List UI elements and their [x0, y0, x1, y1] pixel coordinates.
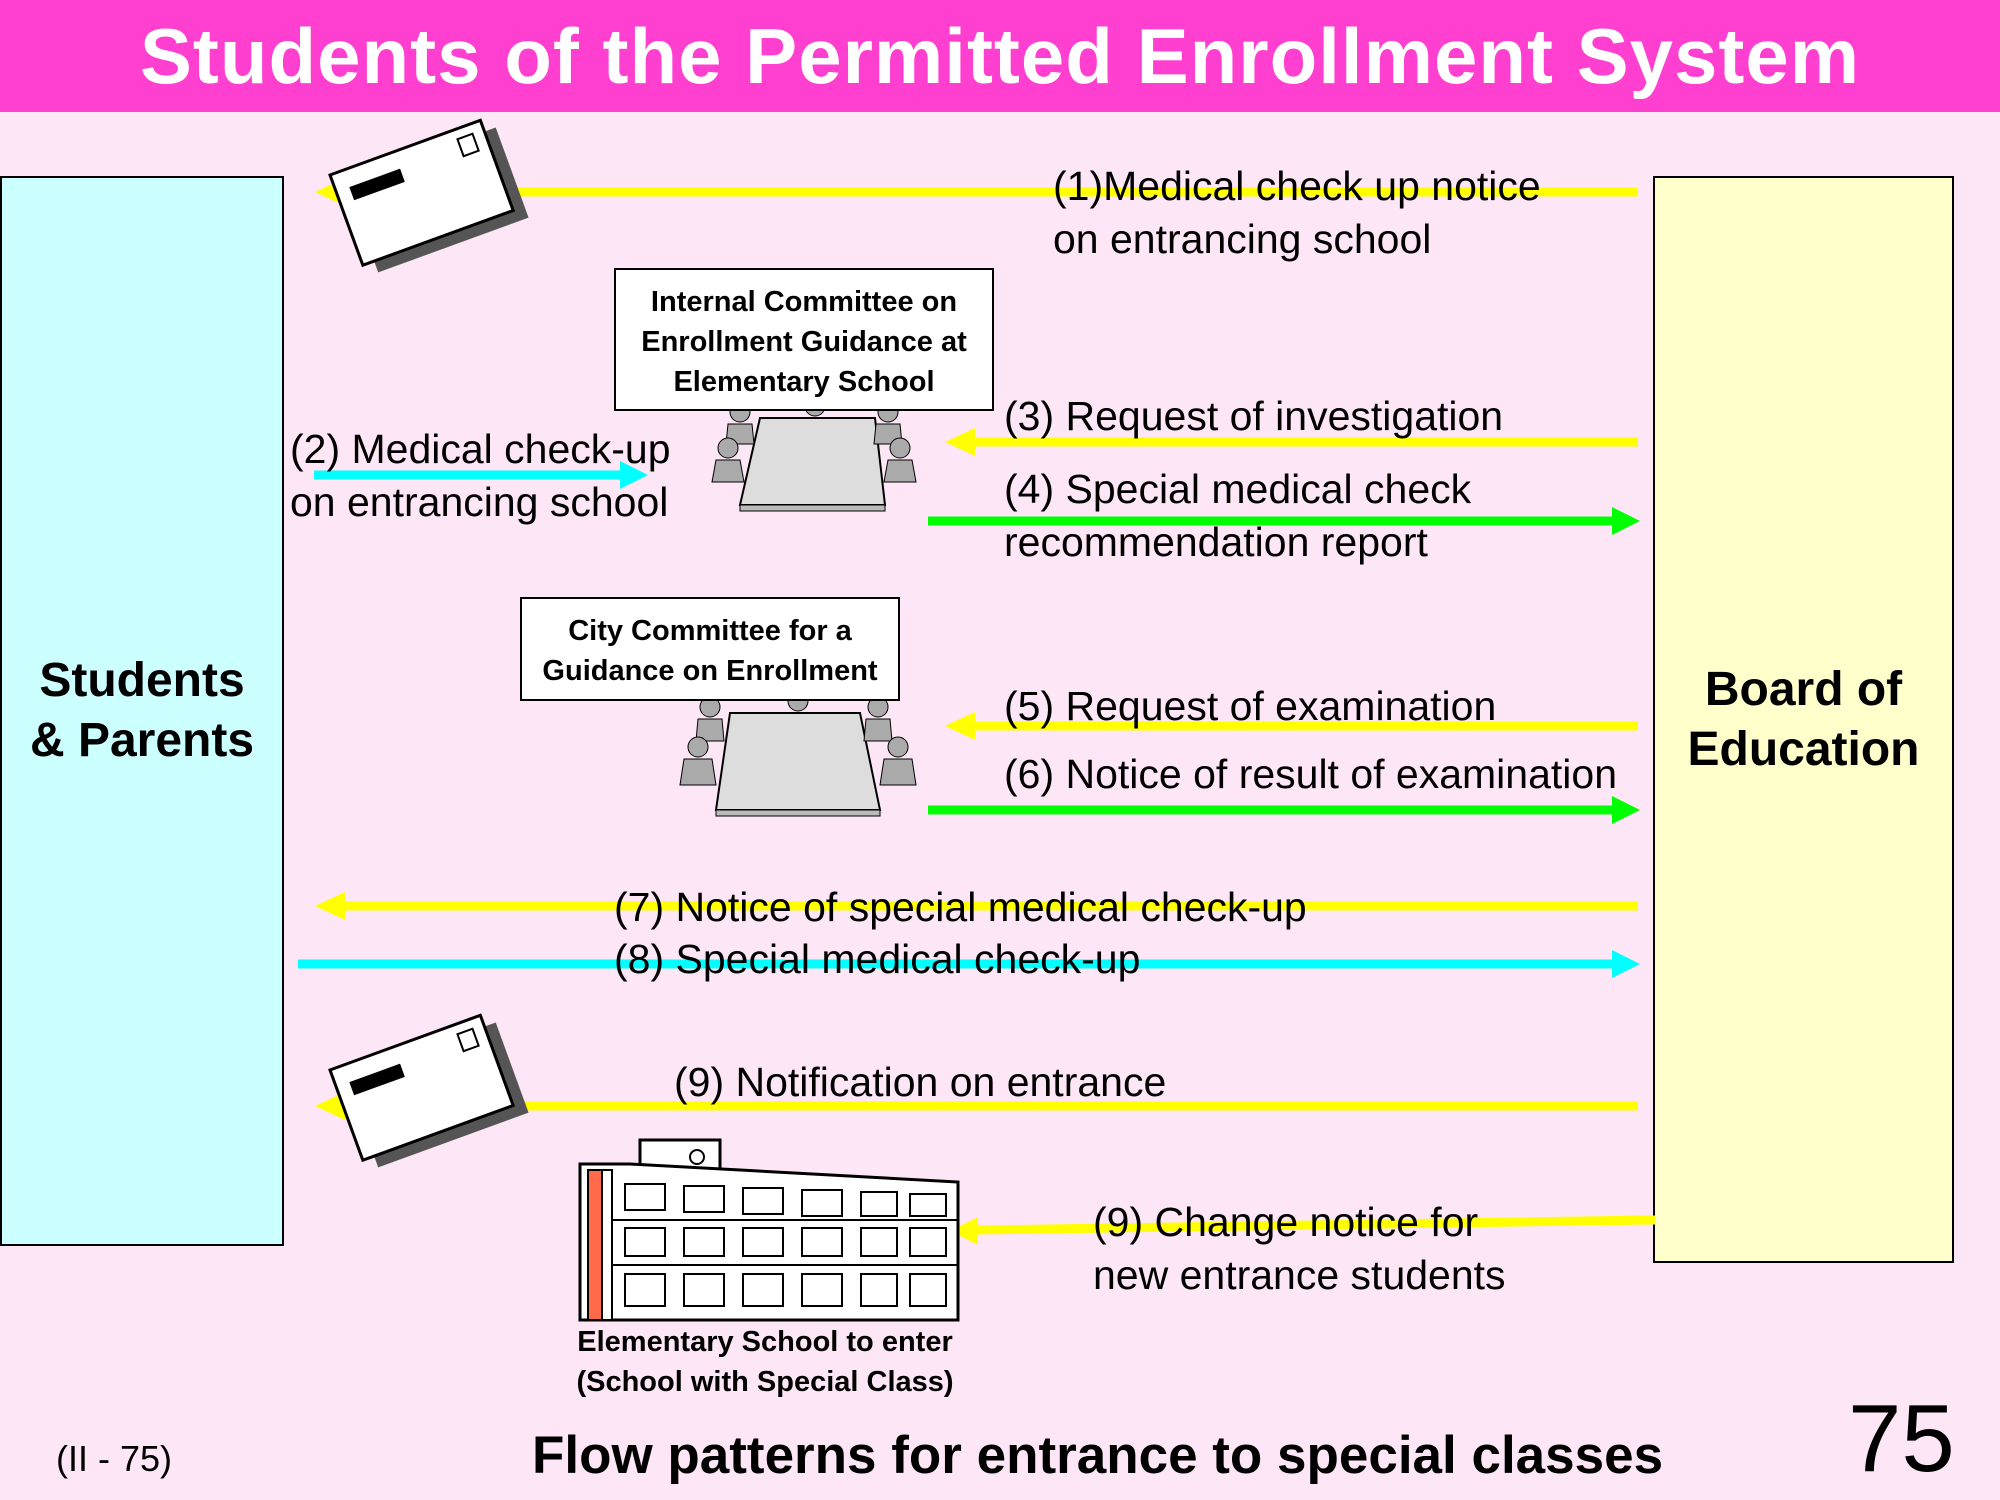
step-5-label: (5) Request of examination — [1004, 683, 1497, 729]
page-number: 75 — [1848, 1385, 1955, 1492]
step-1-label: (1)Medical check up notice on entrancing school — [1053, 163, 1541, 262]
board-of-education-label: Board of Education — [1687, 662, 1920, 776]
envelope-icon — [330, 116, 529, 276]
step-8-label: (8) Special medical check-up — [614, 936, 1141, 982]
step-3-label: (3) Request of investigation — [1004, 393, 1504, 439]
envelope-icon — [330, 1011, 529, 1171]
city-committee-box: City Committee for a Guidance on Enrollment — [520, 597, 900, 701]
step-9b-label: (9) Change notice for new entrance students — [1093, 1199, 1506, 1298]
school-building-icon — [580, 1140, 958, 1320]
students-parents-label: Students & Parents — [29, 654, 255, 767]
meeting-table-icon — [680, 691, 916, 816]
school-label: Elementary School to enter (School with Special Class) — [576, 1326, 954, 1398]
footer-caption: Flow patterns for entrance to special classes — [532, 1426, 1664, 1485]
page-title: Students of the Permitted Enrollment System — [139, 11, 1861, 100]
step-6-label: (6) Notice of result of examination — [1004, 751, 1617, 797]
step-4-label: (4) Special medical check recommendation report — [1004, 466, 1472, 565]
step-7-label: (7) Notice of special medical check-up — [614, 884, 1307, 930]
internal-committee-box: Internal Committee on Enrollment Guidance at Elementary School — [614, 268, 994, 411]
meeting-table-icon — [712, 396, 916, 511]
step-2-label: (2) Medical check-up on entrancing school — [290, 426, 671, 525]
step-9-label: (9) Notification on entrance — [674, 1059, 1167, 1105]
reference-label: (II - 75) — [56, 1438, 173, 1479]
